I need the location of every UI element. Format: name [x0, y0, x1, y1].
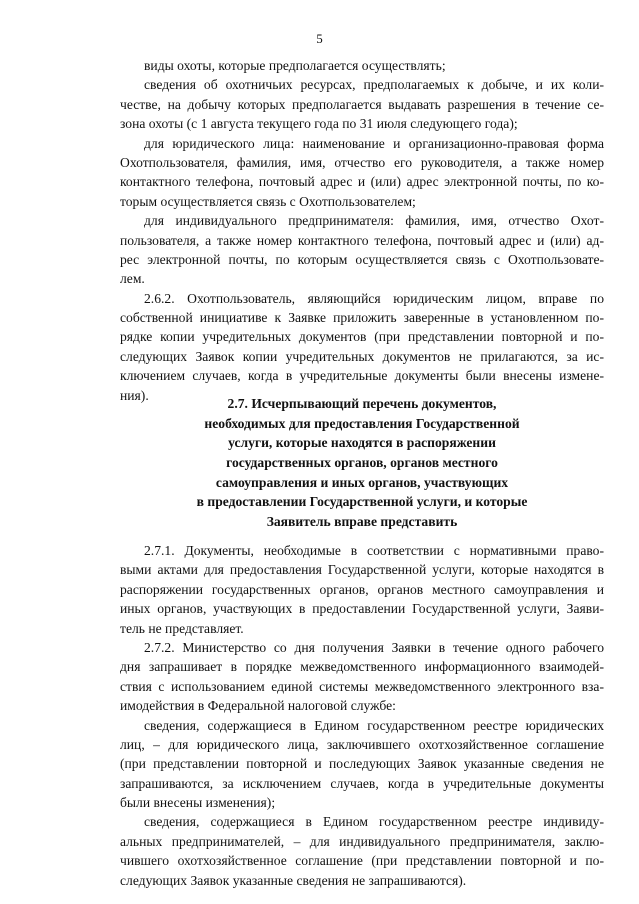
text-line: ния).: [120, 387, 149, 403]
text-line: сведения об охотничьих ресурсах, предполагаемых к добыче, и их коли-: [144, 77, 604, 93]
text-line: Охотпользователя, фамилия, имя, отчество его руководителя, а также номер: [120, 154, 604, 170]
heading-line: государственных органов, органов местного: [226, 455, 498, 471]
text-line: торым осуществляется связь с Охотпользователем;: [120, 193, 416, 209]
paragraphs-section-2-7: [120, 541, 604, 890]
text-line: чившего охотхозяйственное соглашение (при представлении повторной и по-: [120, 853, 604, 869]
text-line: дня запрашивает в порядке межведомственного информационного взаимодей-: [120, 659, 604, 675]
section-heading-2-7: [120, 394, 604, 532]
heading-line: услуги, которые находятся в распоряжении: [228, 435, 496, 451]
text-line: пользователя, а также номер контактного телефона, почтовый адрес и (или) ад-: [120, 232, 604, 248]
text-line: для юридического лица: наименование и организационно-правовая форма: [144, 135, 604, 151]
text-line: следующих Заявок копии учредительных документов не прилагаются, за ис-: [120, 348, 604, 364]
text-line: рядке копии учредительных документов (при представлении повторной и по-: [120, 329, 604, 345]
paragraphs-section-2-6: [120, 56, 604, 405]
page-number: 5: [316, 31, 323, 46]
text-line: ствия с использованием единой системы межведомственного электронного вза-: [120, 678, 604, 694]
text-line: были внесены изменения);: [120, 795, 276, 811]
text-line: 2.7.1. Документы, необходимые в соответствии с нормативными право-: [144, 543, 604, 558]
text-line: распоряжении государственных органов, органов местного самоуправления и: [120, 581, 604, 597]
text-line: альных предпринимателей, – для индивидуального предпринимателя, заклю-: [120, 833, 604, 849]
text-line: для индивидуального предпринимателя: фамилия, имя, отчество Охот-: [144, 213, 604, 229]
heading-line: Заявитель вправе представить: [266, 514, 458, 530]
text-line: 2.7.2. Министерство со дня получения Заявки в течение одного рабочего: [144, 639, 604, 655]
text-line: выми актами для предоставления Государственной услуги, которые находятся в: [120, 562, 604, 578]
text-line: ключением случаев, когда в учредительные документы были внесены измене-: [120, 368, 604, 384]
text-line: запрашиваются, за исключением случаев, когда в учредительные документы: [120, 775, 604, 791]
text-line: лиц, – для юридического лица, заключившего охотхозяйственное соглашение: [120, 736, 604, 752]
heading-line: необходимых для предоставления Государственной: [204, 415, 520, 431]
text-line: сведения, содержащиеся в Едином государственном реестре юридических: [144, 717, 604, 733]
heading-line: 2.7. Исчерпывающий перечень документов,: [227, 396, 497, 411]
text-line: следующих Заявок указанные сведения не запрашиваются).: [120, 872, 467, 888]
text-line: рес электронной почты, по которым осуществляется связь с Охотпользовате-: [120, 251, 604, 267]
text-line: иных органов, участвующих в предоставлении Государственной услуги, Заяви-: [120, 601, 604, 617]
text-line: зона охоты (с 1 августа текущего года по 31 июля следующего года);: [120, 116, 518, 132]
text-line: лем.: [120, 271, 145, 287]
heading-line: в предоставлении Государственной услуги, и которые: [196, 494, 528, 510]
text-line: 2.6.2. Охотпользователь, являющийся юридическим лицом, вправе по: [144, 290, 604, 306]
text-line: контактного телефона, почтовый адрес и (или) адрес электронной почты, по ко-: [120, 174, 604, 190]
text-line: виды охоты, которые предполагается осуществлять;: [144, 58, 446, 73]
text-line: сведения, содержащиеся в Едином государственном реестре индивиду-: [144, 814, 604, 830]
text-line: честве, на добычу которых предполагается выдавать разрешения в течение се-: [120, 96, 604, 112]
text-line: имодействия в Федеральной налоговой службе:: [120, 698, 396, 714]
heading-line: самоуправления и иных органов, участвующих: [215, 474, 509, 490]
text-line: собственной инициативе к Заявке приложить заверенные в установленном по-: [120, 310, 604, 326]
text-line: тель не представляет.: [120, 620, 244, 636]
text-line: (при представлении повторной и последующих Заявок указанные сведения не: [120, 756, 604, 772]
